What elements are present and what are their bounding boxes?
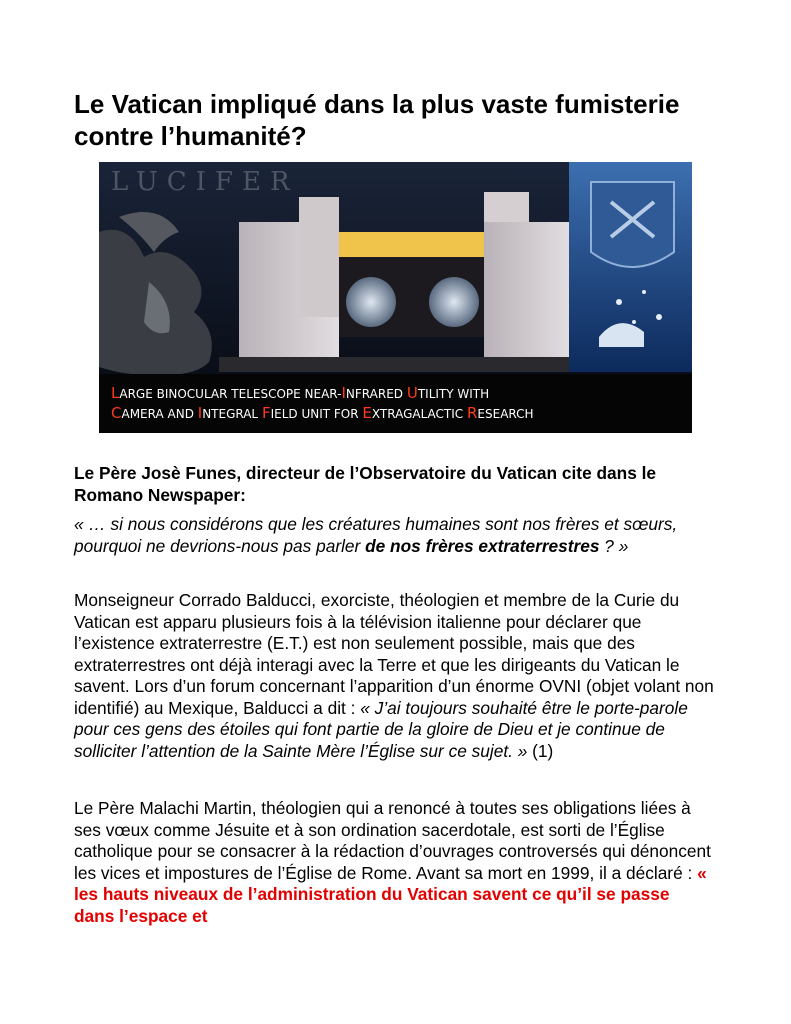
caption-word: IELD UNIT FOR <box>270 407 363 421</box>
banner-caption-line2 <box>111 404 534 422</box>
quote-emphasis: de nos frères extraterrestres <box>365 535 600 556</box>
page-title: Le Vatican impliqué dans la plus vaste fumisterie contre l’humanité? <box>74 89 680 151</box>
martin-quote: « les hauts niveaux de l’administration du Vatican savent ce qu’il se passe dans l’espace et <box>74 862 707 926</box>
caption-word: ESEARCH <box>477 407 534 421</box>
caption-initial: R <box>466 404 478 422</box>
caption-initial: C <box>111 404 122 422</box>
caption-initial: F <box>261 404 271 422</box>
intro-paragraph: Le Père Josè Funes, directeur de l’Observatoire du Vatican cite dans le Romano Newspaper: <box>74 463 657 505</box>
balducci-paragraph <box>74 590 714 762</box>
balducci-quote: « J’ai toujours souhaité être le porte-parole pour ces gens des étoiles qui font partie de la gloire de Dieu et je continue de solliciter l’attention de la Sainte Mère l’Église sur ce sujet. » <box>74 697 688 761</box>
caption-word: NFRARED <box>345 387 407 401</box>
balducci-text: Monseigneur Corrado Balducci, exorciste, théologien et membre de la Curie du Vatican est apparu plusieurs fois à la télévision italienne pour déclarer que l’existence extraterrestre (E.T.) est non seulement possible, mais que des extraterrestres ont déjà interagi avec la Terre et que les dirigeants du Vatican le savent. Lors d’un forum concernant l’apparition d’un énorme OVNI (objet volant non identifié) au Mexique, Balducci a dit : <box>74 590 714 718</box>
caption-initial: I <box>341 384 346 402</box>
banner-illustration <box>99 162 692 433</box>
martin-paragraph <box>74 798 714 927</box>
caption-initial: U <box>406 384 418 402</box>
telescope-banner-image <box>99 162 692 433</box>
vatican-coat-of-arms <box>591 182 674 267</box>
banner-caption-line1 <box>111 384 489 402</box>
quote-end: ? » <box>599 535 629 556</box>
caption-word: TILITY WITH <box>417 387 490 401</box>
footnote-ref: (1) <box>527 740 554 761</box>
caption-word: XTRAGALACTIC <box>371 407 467 421</box>
funes-quote <box>74 514 714 557</box>
caption-initial: L <box>111 384 120 402</box>
quote-text: « … si nous considérons que les créatures humaines sont nos frères et sœurs, pourquoi ne devrions-nous pas parler <box>74 514 678 556</box>
martin-text: Le Père Malachi Martin, théologien qui a renoncé à toutes ses obligations liées à ses vœux comme Jésuite et à son ordination sacerdotale, est sorti de l’Église catholique pour se consacrer à la rédaction d’ouvrages controversés qui dénoncent les vices et impostures de l’Église de Rome. Avant sa mort en 1999, il a déclaré : <box>74 798 711 883</box>
caption-word: ARGE BINOCULAR TELESCOPE NEAR- <box>119 387 342 401</box>
caption-word: AMERA AND <box>121 407 198 421</box>
caption-word: NTEGRAL <box>202 407 262 421</box>
left-mirror <box>346 277 396 327</box>
caption-initial: E <box>362 404 372 422</box>
caption-initial: I <box>197 404 203 422</box>
banner-watermark: LUCIFER <box>111 167 299 197</box>
right-mirror <box>429 277 479 327</box>
